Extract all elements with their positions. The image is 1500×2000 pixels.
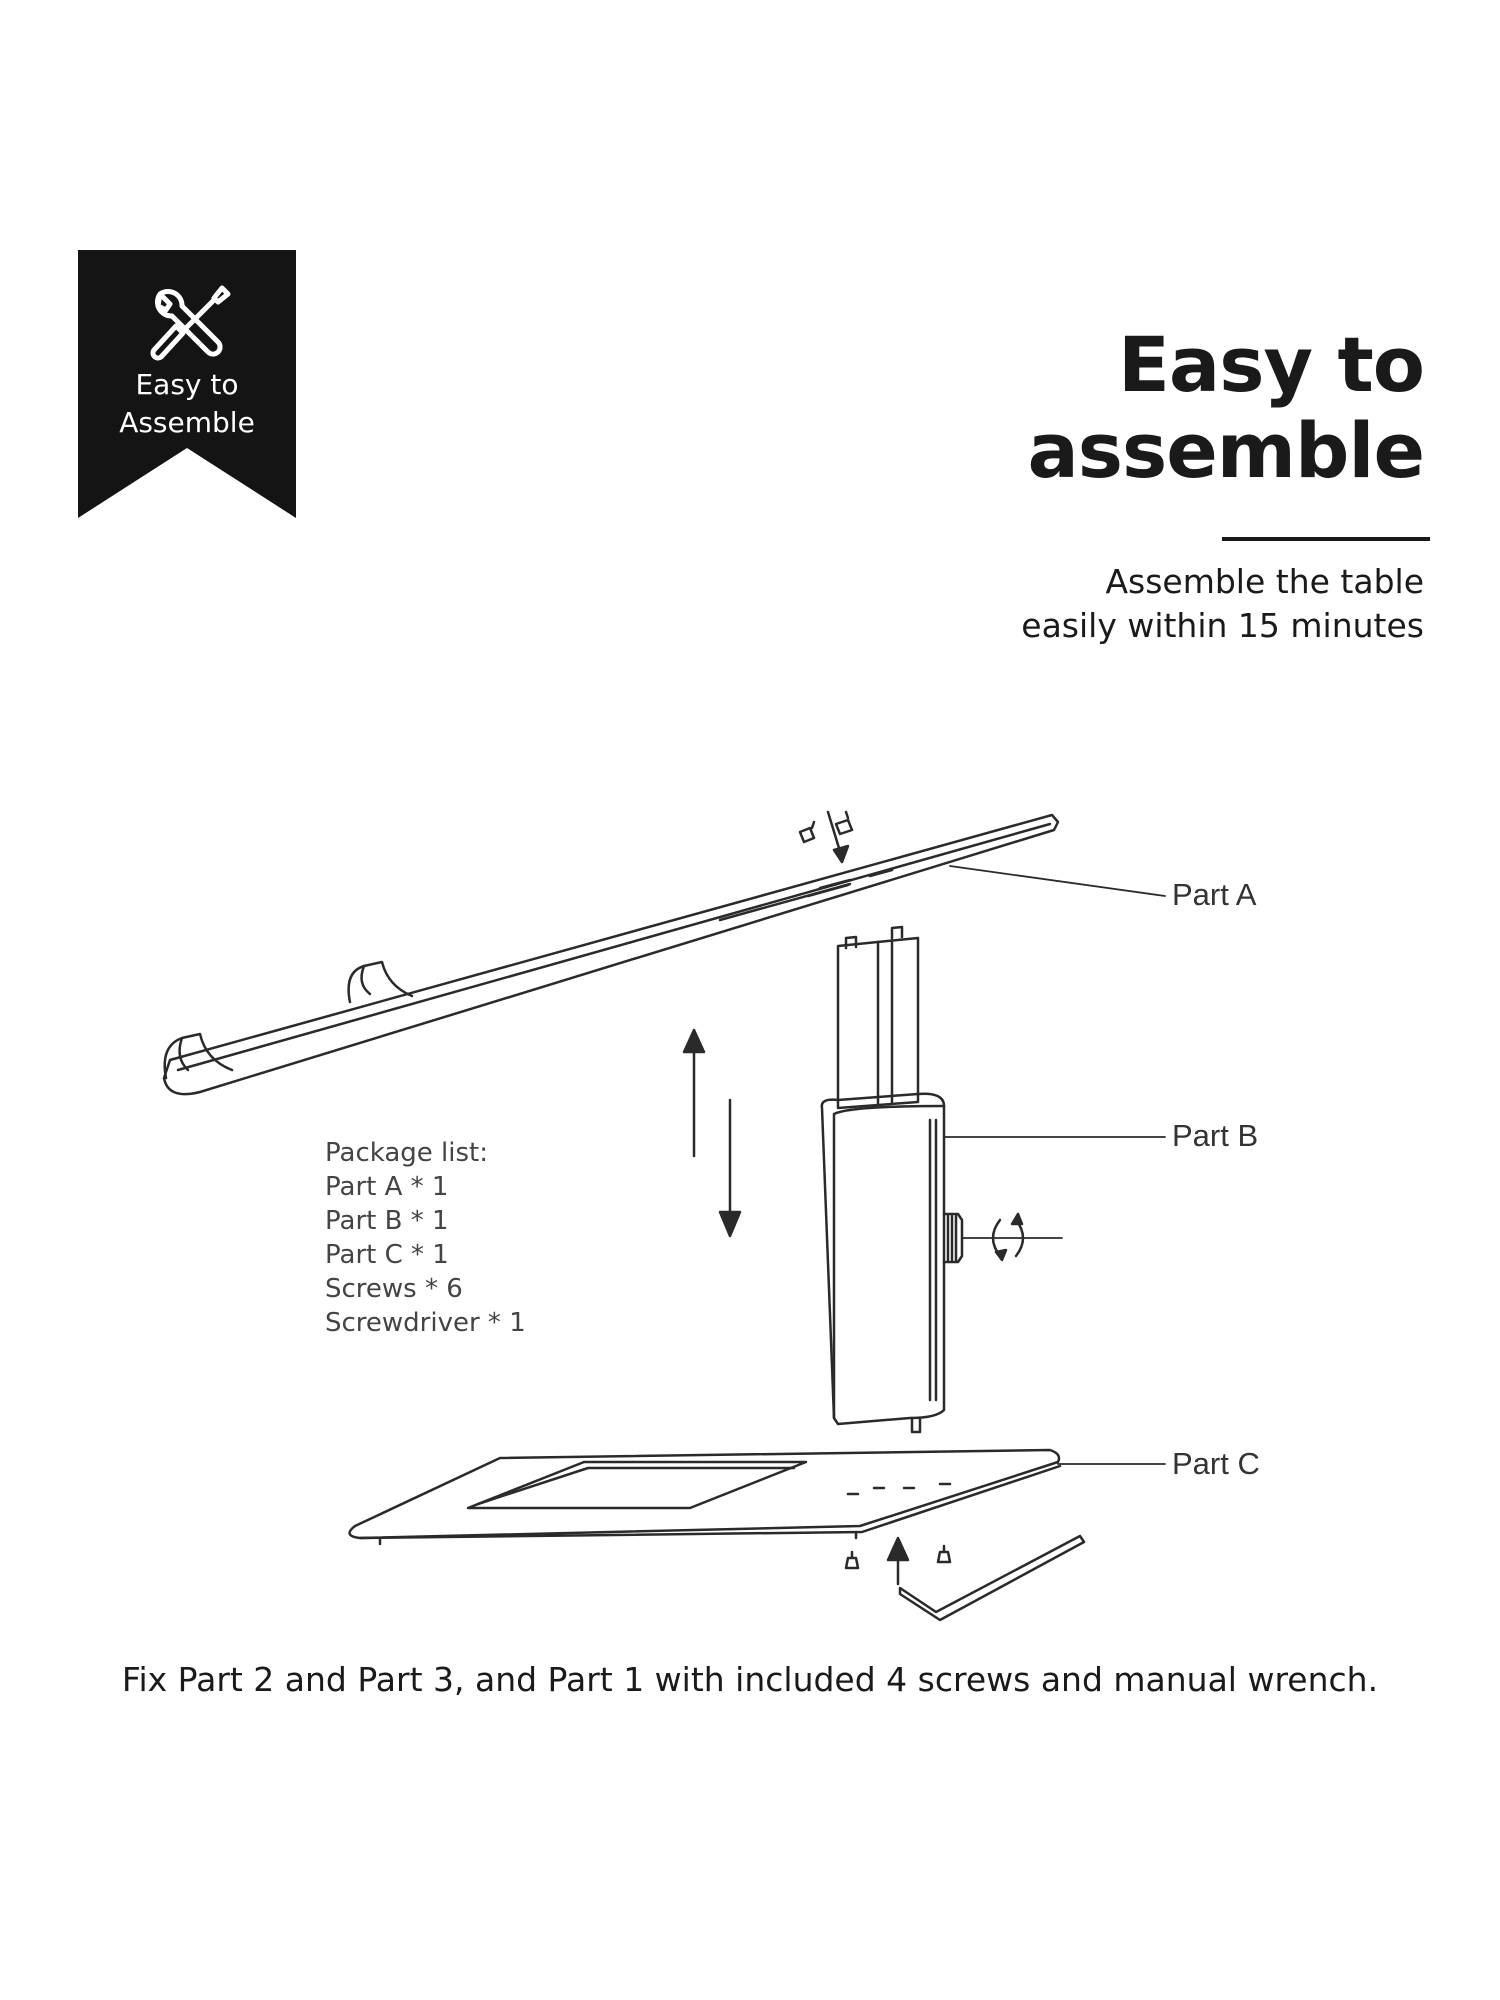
subtitle-line2: easily within 15 minutes xyxy=(1021,606,1424,645)
badge-label xyxy=(78,366,296,442)
tools-icon xyxy=(138,274,238,374)
part-b-label: Part B xyxy=(1172,1118,1259,1153)
height-adjust-arrows xyxy=(684,1030,740,1236)
list-item: Part A * 1 xyxy=(325,1172,449,1202)
instruction-caption: Fix Part 2 and Part 3, and Part 1 with included 4 screws and manual wrench. xyxy=(121,1660,1379,1699)
easy-assemble-badge xyxy=(78,250,296,518)
page-title xyxy=(1028,322,1425,494)
title-line2: assemble xyxy=(1027,406,1424,495)
list-item: Screwdriver * 1 xyxy=(325,1308,526,1338)
part-a-label: Part A xyxy=(1172,877,1257,912)
part-a-tray xyxy=(164,812,1165,1094)
assembly-diagram xyxy=(0,780,1500,1640)
list-item: Part B * 1 xyxy=(325,1206,449,1236)
list-item: Part C * 1 xyxy=(325,1240,449,1270)
subtitle xyxy=(1021,560,1424,648)
part-b-column xyxy=(822,927,1165,1432)
part-c-base xyxy=(350,1450,1165,1620)
package-list-heading: Package list: xyxy=(325,1138,488,1168)
package-list xyxy=(325,1136,526,1340)
title-line1: Easy to xyxy=(1118,320,1424,409)
badge-label-line1: Easy to xyxy=(135,368,239,401)
title-divider xyxy=(1222,537,1430,541)
list-item: Screws * 6 xyxy=(325,1274,463,1304)
subtitle-line1: Assemble the table xyxy=(1105,562,1424,601)
badge-label-line2: Assemble xyxy=(119,406,255,439)
part-c-label: Part C xyxy=(1172,1446,1260,1481)
